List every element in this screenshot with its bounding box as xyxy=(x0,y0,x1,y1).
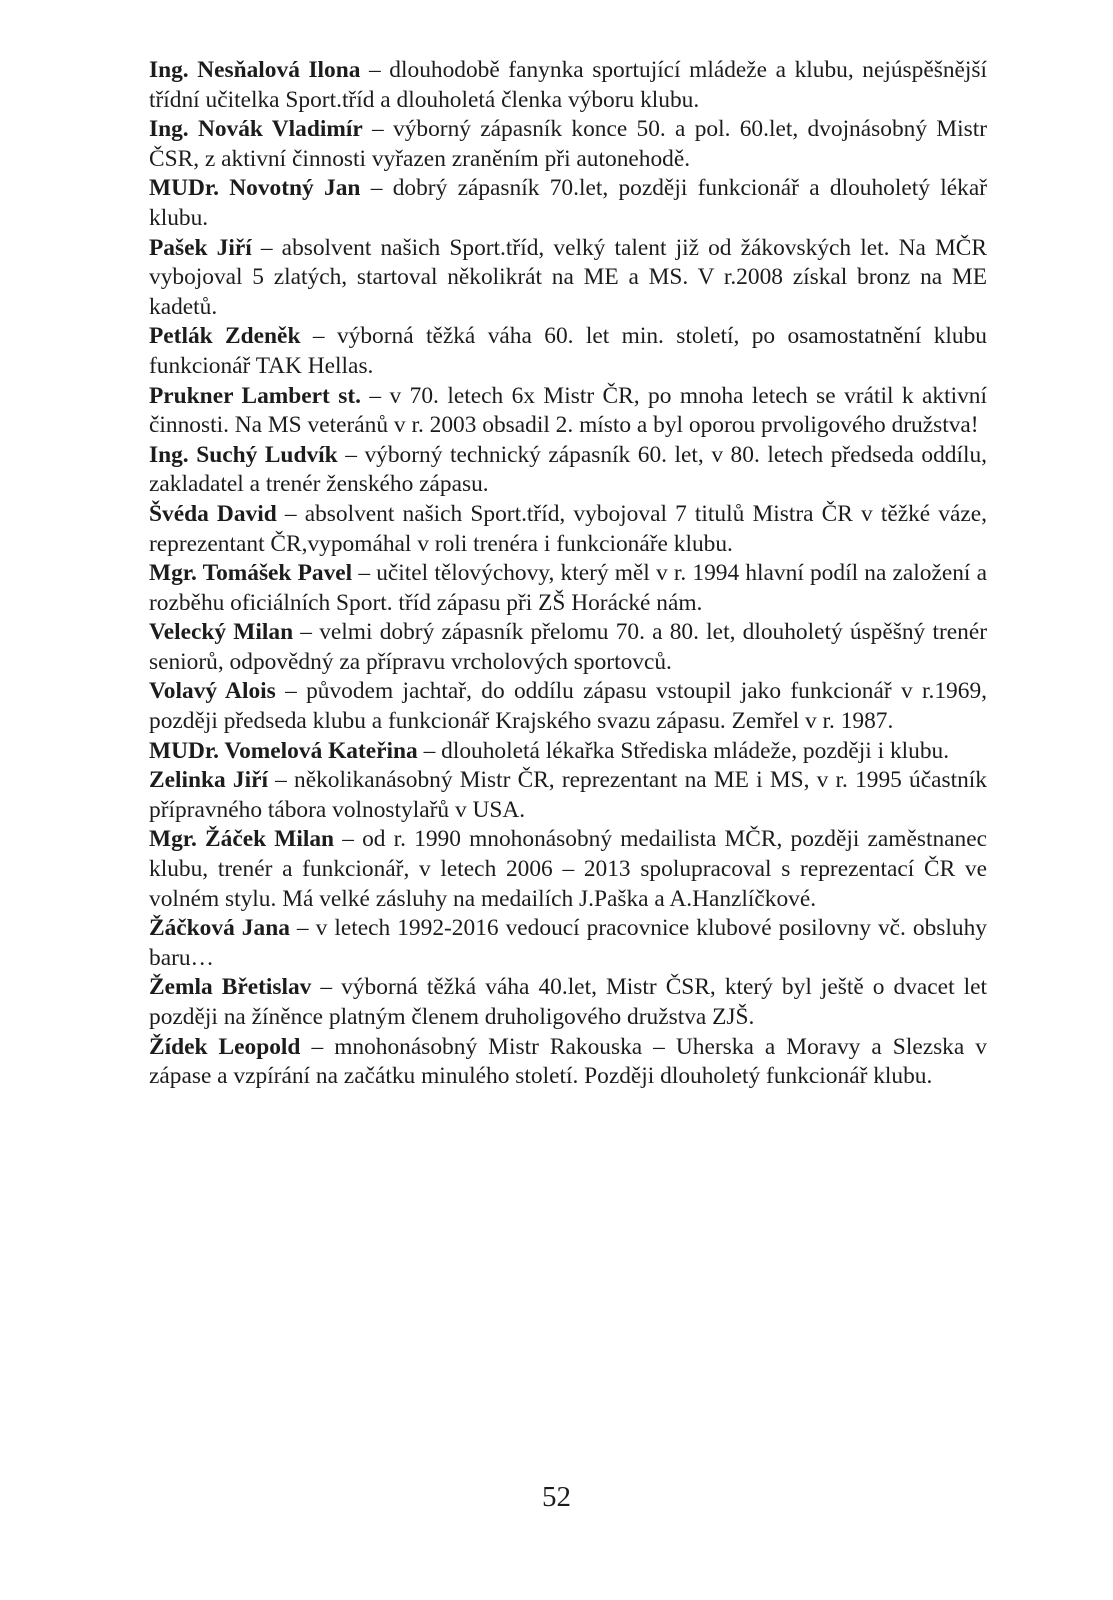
entry-name: Mgr. Tomášek Pavel xyxy=(149,560,353,587)
entry-name: Ing. Novák Vladimír xyxy=(149,116,363,143)
entry xyxy=(149,973,987,1032)
entry-name: MUDr. Novotný Jan xyxy=(149,175,361,202)
entry-name: Zelinka Jiří xyxy=(149,767,268,794)
entry xyxy=(149,500,987,559)
entry xyxy=(149,737,987,767)
entry xyxy=(149,825,987,914)
entry-text: – absolvent našich Sport.tříd, vybojoval 7 titulů Mistra ČR v těžké váze, reprezentant ČR,vypomáhal v roli trenéra i funkcionáře klubu. xyxy=(149,500,987,557)
entry xyxy=(149,234,987,323)
entry-text: – dlouhodobě fanynka sportující mládeže a klubu, nejúspěšnější třídní učitelka Sport.tříd a dlouholetá členka výboru klubu. xyxy=(149,57,987,113)
entry-name: MUDr. Vomelová Kateřina xyxy=(149,737,418,764)
entry xyxy=(149,56,987,115)
entry-name: Žáčková Jana xyxy=(149,915,290,942)
entry-text: – výborná těžká váha 60. let min. století, po osamostatnění klubu funkcionář TAK Hellas. xyxy=(149,323,987,379)
entry-text: – původem jachtař, do oddílu zápasu vstoupil jako funkcionář v r.1969, později předseda klubu a funkcionář Krajského svazu zápasu. Zemřel v r. 1987. xyxy=(149,678,987,735)
entry-text: – v letech 1992-2016 vedoucí pracovnice klubové posilovny vč. obsluhy baru… xyxy=(149,915,987,971)
entry-name: Ing. Nesňalová Ilona xyxy=(149,57,361,83)
entry-text: – výborný zápasník konce 50. a pol. 60.let, dvojnásobný Mistr ČSR, z aktivní činnosti vyřazen zraněním při autonehodě. xyxy=(149,116,987,172)
entry-text: – dlouholetá lékařka Střediska mládeže, později i klubu. xyxy=(417,737,950,764)
entry xyxy=(149,618,987,677)
entry xyxy=(149,559,987,618)
entry-name: Petlák Zdeněk xyxy=(149,323,301,350)
entry xyxy=(149,1033,987,1092)
entry xyxy=(149,382,987,441)
entry-name: Žemla Břetislav xyxy=(149,974,312,1001)
entry xyxy=(149,914,987,973)
entry-text: – výborná těžká váha 40.let, Mistr ČSR, který byl ještě o dvacet let později na žíněnce platným členem druholigového družstva ZJŠ. xyxy=(149,974,987,1030)
entry-list xyxy=(149,56,987,1092)
entry-name: Volavý Alois xyxy=(149,678,276,705)
entry xyxy=(149,766,987,825)
entry-text: – v 70. letech 6x Mistr ČR, po mnoha letech se vrátil k aktivní činnosti. Na MS veteránů v r. 2003 obsadil 2. místo a byl oporou prvoligového družstva! xyxy=(149,382,987,439)
entry xyxy=(149,677,987,736)
entry-name: Pašek Jiří xyxy=(149,234,252,261)
entry xyxy=(149,174,987,233)
entry xyxy=(149,441,987,500)
entry-text: – několikanásobný Mistr ČR, reprezentant na ME i MS, v r. 1995 účastník přípravného tábora volnostylařů v USA. xyxy=(149,767,987,823)
entry-text: – od r. 1990 mnohonásobný medailista MČR, později zaměstnanec klubu, trenér a funkcionář, v letech 2006 – 2013 spolupracoval s reprezentací ČR ve volném stylu. Má velké zásluhy na medailích J.Paška a A.Hanzlíčkové. xyxy=(149,826,987,912)
entry-text: – absolvent našich Sport.tříd, velký talent již od žákovských let. Na MČR vybojoval 5 zlatých, startoval několikrát na ME a MS. V r.2008 získal bronz na ME kadetů. xyxy=(149,234,987,320)
entry-name: Ing. Suchý Ludvík xyxy=(149,441,338,468)
entry-name: Švéda David xyxy=(149,500,277,527)
entry-name: Žídek Leopold xyxy=(149,1033,301,1060)
entry-text: – výborný technický zápasník 60. let, v 80. letech předseda oddílu, zakladatel a trenér ženského zápasu. xyxy=(149,441,987,498)
entry-text: – mnohonásobný Mistr Rakouska – Uherska a Moravy a Slezska v zápase a vzpírání na začátku minulého století. Později dlouholetý funkcionář klubu. xyxy=(149,1033,987,1090)
entry xyxy=(149,322,987,381)
entry-name: Prukner Lambert st. xyxy=(149,382,361,409)
entry-name: Mgr. Žáček Milan xyxy=(149,826,335,853)
entry-text: – dobrý zápasník 70.let, později funkcionář a dlouholetý lékař klubu. xyxy=(149,175,987,231)
entry-name: Velecký Milan xyxy=(149,619,294,646)
entry-text: – velmi dobrý zápasník přelomu 70. a 80. let, dlouholetý úspěšný trenér seniorů, odpovědný za přípravu vrcholových sportovců. xyxy=(149,619,988,675)
page-number: 52 xyxy=(542,1481,571,1513)
entry xyxy=(149,115,987,174)
entry-text: – učitel tělovýchovy, který měl v r. 1994 hlavní podíl na založení a rozběhu oficiálních Sport. tříd zápasu při ZŠ Horácké nám. xyxy=(149,560,987,616)
